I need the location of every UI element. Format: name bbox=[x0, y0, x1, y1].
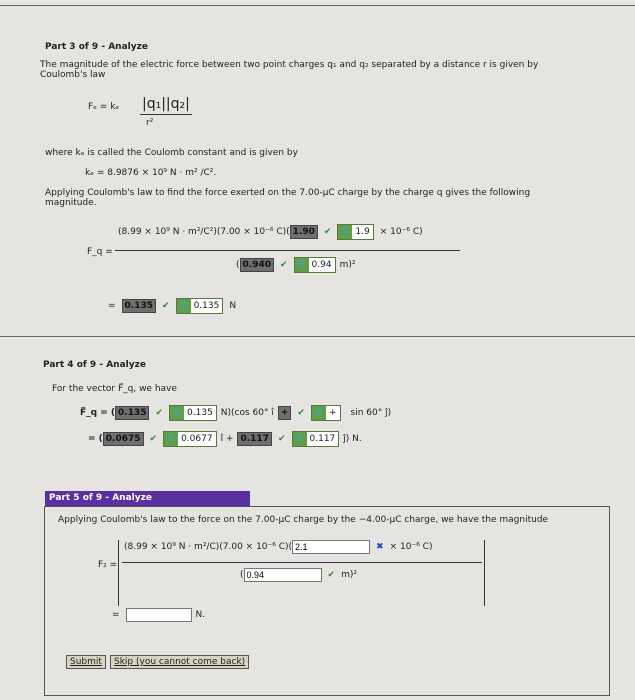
part4-intro: For the vector F⃗_q, we have bbox=[52, 384, 177, 394]
key-icon: ⚲ bbox=[293, 432, 307, 446]
numerator-tail: × 10⁻⁶ C) bbox=[379, 227, 423, 237]
answer-f: 0.135 bbox=[122, 299, 156, 313]
key-icon: ⚲ bbox=[170, 406, 184, 420]
apply-text: Applying Coulomb's law to find the force exerted on the 7.00-μC charge by the charge q gives the following magnitude. bbox=[45, 188, 531, 208]
check-icon: ✔ bbox=[277, 434, 286, 444]
coulomb-formula-num: |q₁||q₂| bbox=[142, 96, 190, 112]
check-icon: ✔ bbox=[297, 408, 305, 418]
numerator-constants: (8.99 × 10⁹ N · m²/C²)(7.00 × 10⁻⁶ C)( bbox=[118, 227, 290, 237]
answer-q: 1.90 bbox=[290, 225, 318, 239]
sin-term: sin 60° ĵ) bbox=[350, 408, 392, 418]
force-input[interactable] bbox=[126, 608, 192, 622]
key-f: ⚲ 0.135 bbox=[176, 298, 224, 314]
top-divider bbox=[0, 5, 635, 6]
numerator-tail: × 10⁻⁶ C) bbox=[389, 542, 433, 552]
part3-heading: Part 3 of 9 - Analyze bbox=[45, 42, 148, 52]
fq-vector-lhs: F⃗_q = ( bbox=[80, 408, 116, 418]
abs-bar-left bbox=[118, 540, 119, 606]
key-x: ⚲ 0.0677 bbox=[163, 431, 217, 447]
key-icon: ⚲ bbox=[164, 432, 178, 446]
fraction-line bbox=[122, 562, 482, 563]
check-icon: ✔ bbox=[162, 301, 170, 311]
answer-magnitude: 0.135 bbox=[115, 406, 149, 420]
fq-lhs: F_q = bbox=[87, 247, 113, 257]
answer-r: 0.940 bbox=[240, 258, 274, 272]
check-icon: ✔ bbox=[279, 260, 288, 270]
numerator-constants: (8.99 × 10⁹ N · m²/C)(7.00 × 10⁻⁶ C)( bbox=[124, 542, 293, 552]
check-icon: ✔ bbox=[155, 408, 164, 418]
part5-heading: Part 5 of 9 - Analyze bbox=[45, 491, 250, 506]
i-plus: î + bbox=[220, 434, 234, 444]
part3-intro: The magnitude of the electric force between two point charges q₁ and q₂ separated by a distance r is given by Coulomb's law bbox=[40, 60, 539, 80]
j-end: ĵ) N. bbox=[343, 434, 362, 444]
section-divider bbox=[0, 336, 635, 337]
key-icon: ⚲ bbox=[295, 258, 309, 272]
key-r: ⚲ 0.94 bbox=[294, 257, 336, 273]
fraction-line bbox=[140, 114, 192, 115]
equals-paren: = ( bbox=[88, 434, 103, 444]
key-icon: ⚲ bbox=[312, 406, 326, 420]
submit-button[interactable]: Submit bbox=[66, 655, 106, 669]
denominator-tail: m)² bbox=[339, 260, 356, 270]
charge-input[interactable] bbox=[292, 540, 370, 554]
distance-input[interactable] bbox=[244, 568, 322, 582]
coulomb-formula-lhs: Fₑ = kₑ bbox=[88, 102, 120, 112]
coulomb-formula-den: r² bbox=[146, 118, 154, 128]
abs-bar-right bbox=[484, 540, 485, 606]
f2-lhs: F₂ = bbox=[98, 560, 118, 570]
cos-term: N)(cos 60° î bbox=[220, 408, 274, 418]
equals: = bbox=[112, 610, 120, 620]
check-icon: ✔ bbox=[323, 227, 332, 237]
ke-value: kₑ = 8.9876 × 10⁹ N · m² /C². bbox=[85, 168, 217, 178]
answer-sign: + bbox=[278, 406, 292, 420]
unit-n: N. bbox=[195, 610, 206, 620]
skip-button[interactable]: Skip (you cannot come back) bbox=[110, 655, 249, 669]
where-text: where kₑ is called the Coulomb constant and is given by bbox=[45, 148, 298, 158]
key-icon: ⚲ bbox=[338, 225, 352, 239]
unit-n: N bbox=[229, 301, 237, 311]
answer-y: 0.117 bbox=[237, 432, 271, 446]
key-icon: ⚲ bbox=[177, 299, 191, 313]
key-magnitude: ⚲ 0.135 bbox=[169, 405, 217, 421]
part5-intro: Applying Coulomb's law to the force on the 7.00-μC charge by the −4.00-μC charge, we have the magnitude bbox=[58, 515, 549, 525]
key-q: ⚲ 1.9 bbox=[337, 224, 373, 240]
key-sign: ⚲ + bbox=[311, 405, 341, 421]
answer-x: 0.0675 bbox=[103, 432, 144, 446]
wrong-icon: ✖ bbox=[376, 542, 384, 552]
check-icon: ✔ bbox=[149, 434, 158, 444]
fraction-line bbox=[115, 250, 460, 251]
check-icon: ✔ bbox=[327, 570, 336, 580]
denominator-tail: m)² bbox=[341, 570, 357, 580]
equals: = bbox=[108, 301, 116, 311]
key-y: ⚲ 0.117 bbox=[292, 431, 340, 447]
part4-heading: Part 4 of 9 - Analyze bbox=[43, 360, 146, 370]
